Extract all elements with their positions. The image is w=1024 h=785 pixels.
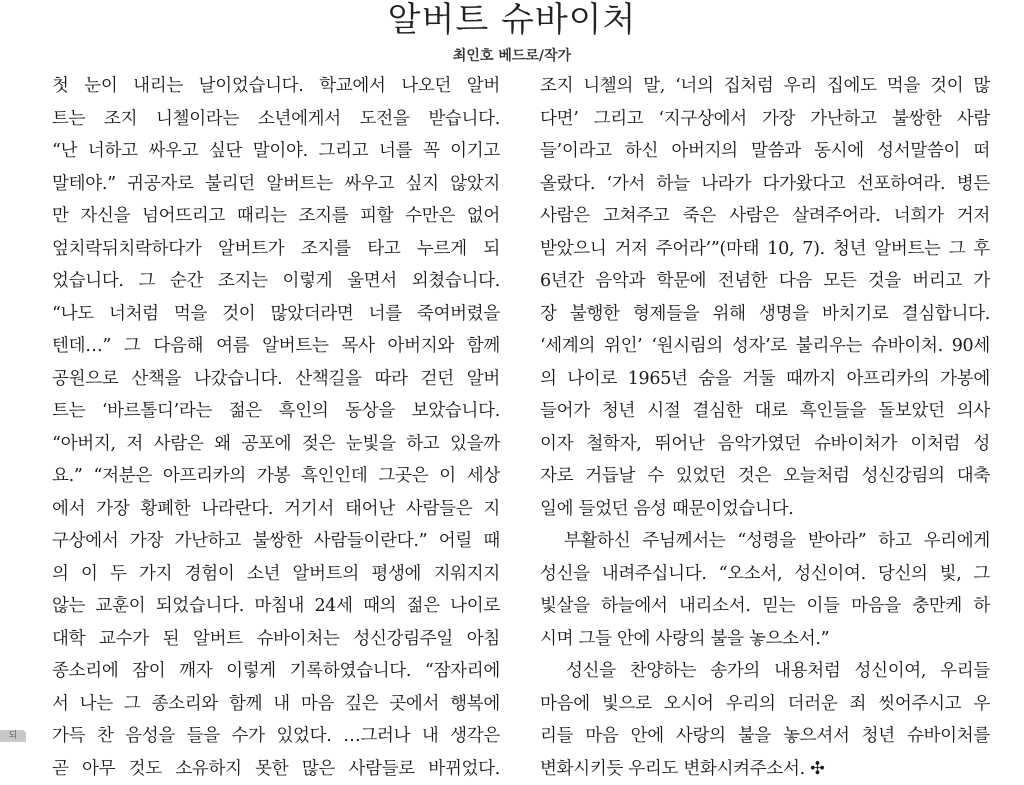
text-line: 장 불행한 형제들을 위해 생명을 바치기로 결심합니다. [540, 298, 990, 331]
text-line: 않는 교훈이 되었습니다. 마침내 24세 때의 젊은 나이로 [52, 590, 500, 623]
text-line: 들’이라고 하신 아버지의 말씀과 동시에 성서말씀이 떠 [540, 135, 990, 168]
text-line: 첫 눈이 내리는 날이었습니다. 학교에서 나오던 알버 [52, 70, 500, 103]
text-line: 받았으니 거저 주어라’”(마태 10, 7). 청년 알버트는 그 후 [540, 233, 990, 266]
text-line: 의 나이로 1965년 숨을 거둘 때까지 아프리카의 가봉에 [540, 363, 990, 396]
text-line: “난 너하고 싸우고 싶단 말이야. 그리고 너를 꼭 이기고 [52, 135, 500, 168]
text-line: 공원으로 산책을 나갔습니다. 산책길을 따라 걷던 알버 [52, 363, 500, 396]
text-line: 6년간 음악과 학문에 전념한 다음 모든 것을 버리고 가 [540, 265, 990, 298]
text-line: 서 나는 그 종소리와 함께 내 마음 깊은 곳에서 행복에 [52, 688, 500, 721]
article-column-left [52, 70, 500, 785]
article-column-right [540, 70, 990, 785]
text-line: 말테야.” 귀공자로 불리던 알버트는 싸우고 싶지 않았지 [52, 168, 500, 201]
text-line: 종소리에 잠이 깨자 이렇게 기록하였습니다. “잠자리에 [52, 655, 500, 688]
text-line: 성신을 찬양하는 송가의 내용처럼 성신이여, 우리들 [540, 655, 990, 688]
corner-tab[interactable]: 되 [0, 730, 26, 742]
text-line: 에서 가장 황폐한 나라란다. 거기서 태어난 사람들은 지 [52, 493, 500, 526]
text-line: 마음에 빛으로 오시어 우리의 더러운 죄 씻어주시고 우 [540, 688, 990, 721]
text-line: 자로 거듭날 수 있었던 것은 오늘처럼 성신강림의 대축 [540, 460, 990, 493]
text-line: “아버지, 저 사람은 왜 공포에 젖은 눈빛을 하고 있을까 [52, 428, 500, 461]
text-line: 만 자신을 넘어뜨리고 때리는 조지를 피할 수만은 없어 [52, 200, 500, 233]
text-line: 조지 니첼의 말, ‘너의 집처럼 우리 집에도 먹을 것이 많 [540, 70, 990, 103]
text-line: 요.” “저분은 아프리카의 가봉 흑인인데 그곳은 이 세상 [52, 460, 500, 493]
text-line: 곧 아무 것도 소유하지 못한 많은 사람들로 바뀌었다. [52, 753, 500, 785]
text-line: 올랐다. ‘가서 하늘 나라가 다가왔다고 선포하여라. 병든 [540, 168, 990, 201]
text-line-paragraph-end: 시며 그들 안에 사랑의 불을 놓으소서.” [540, 623, 990, 656]
text-line: 사람은 고쳐주고 죽은 사람은 살려주어라. 너희가 거저 [540, 200, 990, 233]
text-line: 다면’ 그리고 ‘지구상에서 가장 가난하고 불쌍한 사람 [540, 103, 990, 136]
text-line: 이자 철학자, 뛰어난 음악가였던 슈바이처가 이처럼 성 [540, 428, 990, 461]
text-line-paragraph-end: 변화시키듯 우리도 변화시켜주소서. ✣ [540, 753, 990, 785]
article-author: 최인호 베드로/작가 [0, 45, 1024, 67]
text-line: 리들 마음 안에 사랑의 불을 놓으셔서 청년 슈바이처를 [540, 720, 990, 753]
text-line: 성신을 내려주십니다. “오소서, 성신이여. 당신의 빛, 그 [540, 558, 990, 591]
text-line: 엎치락뒤치락하다가 알버트가 조지를 타고 누르게 되 [52, 233, 500, 266]
text-line: 었습니다. 그 순간 조지는 이렇게 울면서 외쳤습니다. [52, 265, 500, 298]
text-line-paragraph-end: 일에 들었던 음성 때문이었습니다. [540, 493, 990, 526]
text-line: 들어가 청년 시절 결심한 대로 흑인들을 돌보았던 의사 [540, 395, 990, 428]
text-line: 빛살을 하늘에서 내리소서. 믿는 이들 마음을 충만케 하 [540, 590, 990, 623]
text-line: 텐데…” 그 다음해 여름 알버트는 목사 아버지와 함께 [52, 330, 500, 363]
article-title: 알버트 슈바이처 [0, 0, 1024, 40]
text-line: 가득 찬 음성을 들을 수가 있었다. …그러나 내 생각은 [52, 720, 500, 753]
text-line: 트는 ‘바르톨디’라는 젊은 흑인의 동상을 보았습니다. [52, 395, 500, 428]
text-line: 부활하신 주님께서는 “성령을 받아라” 하고 우리에게 [540, 525, 990, 558]
text-line: “나도 너처럼 먹을 것이 많았더라면 너를 죽여버렸을 [52, 298, 500, 331]
text-line: 트는 조지 니첼이라는 소년에게서 도전을 받습니다. [52, 103, 500, 136]
text-line: 대학 교수가 된 알버트 슈바이처는 성신강림주일 아침 [52, 623, 500, 656]
text-line: 의 이 두 가지 경험이 소년 알버트의 평생에 지워지지 [52, 558, 500, 591]
text-line: ‘세계의 위인’ ‘원시림의 성자’로 불리우는 슈바이처. 90세 [540, 330, 990, 363]
text-line: 구상에서 가장 가난하고 불쌍한 사람들이란다.” 어릴 때 [52, 525, 500, 558]
